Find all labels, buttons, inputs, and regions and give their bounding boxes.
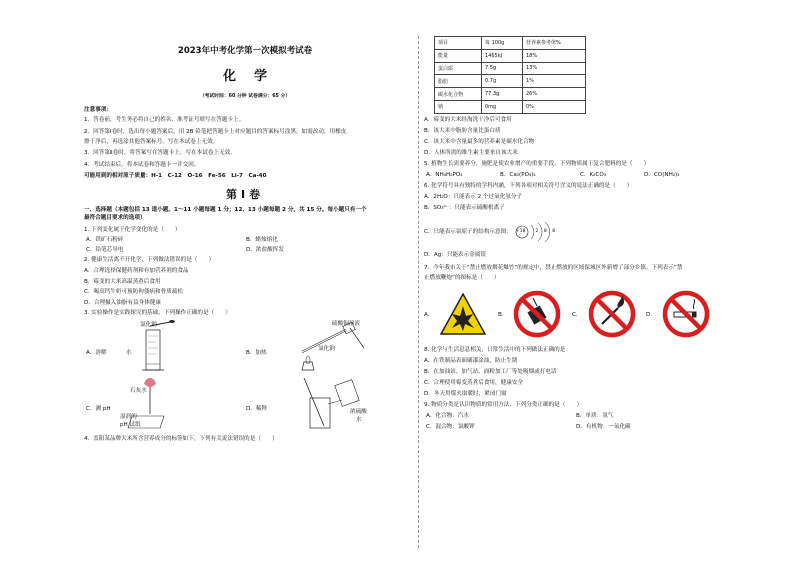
q4-option-b[interactable]: B．该大米中脂肪含量比蛋白质 [424,127,501,134]
table-cell: 0mg [482,100,523,113]
q6-option-c[interactable]: C．只能表示氩原子的结构示意图： [424,228,512,235]
fig-acid-label-1: 浓硫酸 [350,409,367,415]
table-cell: 7.5g [482,62,523,75]
question-7-stem-cont: 止燃放鞭炮”的图标是（ ） [424,274,500,281]
table-cell: 1% [523,75,586,88]
table-header-row [435,37,586,50]
q6-option-a[interactable]: A．2H₂O：只能表示 2 个过氧化氢分子 [424,193,523,200]
exam-title: 2023年中考化学第一次模拟考试卷 [177,46,313,56]
q1-option-b[interactable]: B．蜡烛熔化 [246,237,278,243]
q8-option-d[interactable]: D．冬天用煤火取暖时，紧闭门窗 [424,390,507,397]
question-6-stem: 6. 化学符号具有独特的学科内涵，下列各项对相关符号含义的说法正确的是（ ） [424,182,633,189]
table-cell: 18% [523,49,586,62]
q1-option-a[interactable]: A．铁矿石粉碎 [86,237,124,243]
q3-option-a[interactable]: A．溶解 [86,350,107,356]
q7-option-b-wrap[interactable] [498,290,572,338]
no-open-flame-icon [588,290,636,338]
left-column [84,40,406,444]
table-cell: 0.7g [482,75,523,88]
q5-option-a[interactable]: A．NH₄H₂PO₄ [426,171,463,178]
notes-heading: 注意事项： [84,107,112,113]
q2-option-d[interactable]: D．合理摄入油脂有益身体健康 [84,299,162,306]
q9-option-b[interactable]: B．单质：氢气 [576,412,614,419]
q3-option-b[interactable]: B．加热 [246,350,267,356]
question-5-stem: 5. 植物生长需要养分，施肥是使农业增产的重要手段，下列物质属于复合肥料的是（ ） [424,160,650,167]
q9-options-ab [424,411,720,422]
table-cell: 蛋白质 [435,62,482,75]
table-row [435,88,586,101]
question-9-stem: 9. 物质分类是认识物质的常用方法，下列分类正确的是（ ） [424,401,583,408]
q8-option-c[interactable]: C．合理使用霉变蒸煮后食用，健康安全 [424,379,524,386]
table-row [435,100,586,113]
q5-option-c[interactable]: C．K₂CO₃ [580,171,606,178]
dilution-beaker-icon [284,374,374,432]
fig-lime-label: 石灰水 [130,388,147,394]
fig-heat-label: 氯化钠 [318,346,335,352]
q7-option-c-wrap[interactable] [572,290,646,338]
table-cell: 26% [523,88,586,101]
q3-option-d[interactable]: D．稀释 [246,406,268,412]
fig-nacl-label: 氯化钠 [140,322,157,328]
column-divider [418,36,419,548]
note-item: 擦干净后，再选涂其他答案标号。写在本试卷上无效。 [84,139,219,145]
table-header: 营养素参考值% [523,37,586,50]
right-column [424,36,720,433]
q1-option-c[interactable]: C．铅笔芯导电 [86,247,124,253]
table-cell: 能量 [435,49,482,62]
table-cell: 0% [523,100,586,113]
explosion-warning-icon [439,292,487,336]
nutrition-table [434,36,586,114]
q7-option-d-wrap[interactable] [646,290,720,338]
question-2-stem: 2. 健康生活离不开化学，下列做法错误的是（ ） [84,257,215,263]
volume-title: 第Ⅰ卷 [225,188,265,201]
q7-option-a-wrap[interactable] [424,292,498,336]
q1-option-d[interactable]: D．浓盐酸挥发 [246,247,284,253]
fig-water-label: 水 [126,350,132,356]
fig-acid-label-2: 水 [356,417,362,423]
q3-figures-ab [84,318,406,374]
section-one-heading: 一、选择题（本题包括 13 道小题。1～11 小题每题 1 分；12、13 小题每题 2 分，共 15 分。每小题只有一个 [84,207,367,213]
table-row [435,75,586,88]
q6-option-d[interactable]: D．Ag：只能表示金属银 [424,251,487,258]
table-cell: 钠 [435,100,482,113]
note-item: 4．考试结束后，将本试卷和答题卡一并交回。 [84,162,200,168]
q9-option-a[interactable]: A．化合物：汽水 [426,412,469,419]
subject-title: 化学 [222,69,285,84]
section-one-heading-cont: 最符合题目要求的选项） [84,215,146,221]
table-header: 项目 [435,37,482,50]
question-1-options-cd [84,245,406,255]
q4-option-c[interactable]: C．该大米中含量最多的营养素是碳水化合物 [424,138,535,145]
no-fireworks-icon [513,290,561,338]
q3-option-c[interactable]: C．测 pH [86,406,111,412]
fig-ph-label-1: 湿润的 [120,414,137,420]
q2-option-a[interactable]: A．合理选择保健药剂和有加营养剂的食品 [84,268,189,274]
q2-option-c[interactable]: C．喝高钙牛奶可预防佝偻病和骨质疏松 [84,289,184,295]
question-4-stem: 4．盖阳某品牌大米所含营养成分的标签如下，下列有关说法错误的是（ ） [84,436,278,442]
atomic-masses: 可能用到的相对原子质量：H-1 C-12 O-16 Fe-56 Li-7 Ca-40 [84,173,267,179]
q7-option-b[interactable]: B． [498,311,508,318]
q3-figures-cd [84,374,406,434]
q7-icon-row [424,285,720,343]
q9-option-d[interactable]: D．有机物：一氧化碳 [576,423,631,430]
question-1-stem: 1. 下列变化属于化学变化的是（ ） [84,227,181,233]
question-3-stem: 3. 实验操作是实践探究的基础，下列操作正确的是（ ） [84,310,231,316]
q7-option-c[interactable]: C． [572,311,582,318]
question-8-stem: 8. 化学与生活息息相关，日常生活中的下列做法正确的是 [424,346,566,353]
table-row [435,62,586,75]
table-cell: 77.3g [482,88,523,101]
table-cell: 脂肪 [435,75,482,88]
q5-options [424,170,720,181]
table-cell: 1465kJ [482,49,523,62]
q5-option-d[interactable]: D．CO(NH₂)₂ [644,171,680,178]
fig-kmno4-label: 硫酸铜溶液 [332,321,360,327]
note-item: 1．答卷前，考生务必将自己的姓名、准考证号填写在答题卡上。 [84,117,245,123]
q4-option-d[interactable]: D．人体所需的维生素主要来自该大米 [424,149,518,156]
q7-option-d[interactable]: D． [646,311,656,318]
q6-option-b[interactable]: B．SO₃²⁻：只能表示硫酸根离子 [424,204,505,211]
atom-shells-label: 2 8 8 [535,228,558,234]
q8-option-a[interactable]: A．在铁制品表面刷漆涂油，防止生锈 [424,357,518,364]
q4-option-a[interactable]: A．霉变的大米经淘洗干净后可食用 [424,116,512,123]
q8-option-b[interactable]: B．在加油站、加气站、面粉加工厂等处吸烟或打电话 [424,368,557,375]
q9-options-cd [424,422,720,433]
fig-ph-label-2: pH 试纸 [120,422,141,428]
atom-nucleus-label: +18 [515,228,526,234]
q9-option-c[interactable]: C．混合物：氯酸钾 [426,423,475,430]
q5-option-b[interactable]: B．Ca₃(PO₄)₂ [500,171,536,178]
note-item: 2．回答第Ⅰ卷时，选出每小题答案后，用 2B 铅笔把答题卡上对应题目的答案标号涂黑。如需改动，用橡皮 [84,129,347,135]
question-1-options-ab [84,235,406,245]
no-smoking-icon [662,290,710,338]
notes [84,106,406,182]
question-7-stem: 7．今年我市关于“禁止燃放烟花爆竹”的规定中，禁止燃放的区域保城区外新增了部分乡镇。下列表示“禁 [424,264,683,271]
note-item: 3．回答第Ⅱ卷时，将答案写在答题卡上。写在本试卷上无效。 [84,150,236,156]
q2-option-b[interactable]: B．霉变的大米高温蒸煮后食用 [84,278,161,285]
q7-option-a[interactable]: A． [424,311,434,318]
q6-option-c-row [424,214,720,250]
table-row [435,49,586,62]
table-header: 每 100g [482,37,523,50]
exam-info: （考试时间：60 分钟 试卷满分：65 分） [199,94,291,99]
table-cell: 13% [523,62,586,75]
table-cell: 碳水化合物 [435,88,482,101]
